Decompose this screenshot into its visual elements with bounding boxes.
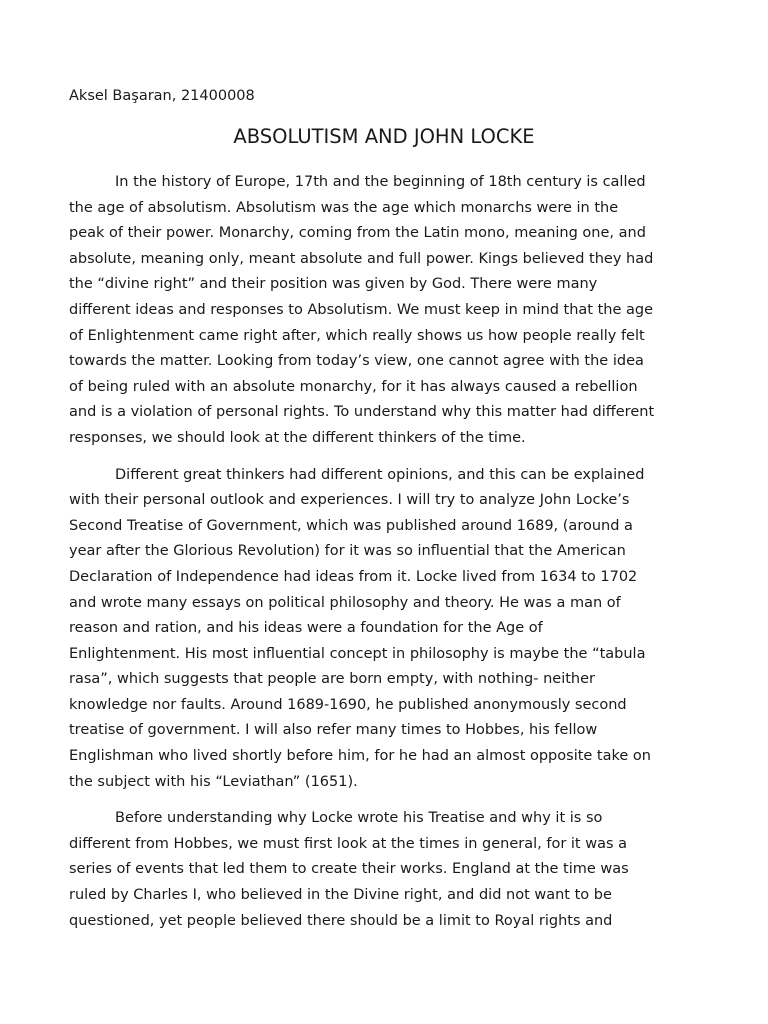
document-title: ABSOLUTISM AND JOHN LOCKE (233, 125, 535, 148)
text-line: Englishman who lived shortly before him, for he had an almost opposite take on (69, 748, 651, 765)
text-line: of Enlightenment came right after, which really shows us how people really felt (69, 327, 645, 344)
text-line: the subject with his “Leviathan” (1651). (69, 773, 358, 790)
text-line: the age of absolutism. Absolutism was the age which monarchs were in the (69, 199, 619, 216)
text-line: rasa”, which suggests that people are born empty, with nothing- neither (69, 671, 596, 688)
text-line: ruled by Charles I, who believed in the Divine right, and did not want to be (69, 887, 612, 904)
text-line: different ideas and responses to Absolutism. We must keep in mind that the age (69, 301, 654, 318)
text-line: Before understanding why Locke wrote his Treatise and why it is so (115, 810, 603, 827)
text-line: series of events that led them to create their works. England at the time was (69, 861, 629, 878)
author-line: Aksel Başaran, 21400008 (69, 88, 255, 104)
text-line: year after the Glorious Revolution) for it was so influential that the American (69, 543, 626, 560)
text-line: questioned, yet people believed there should be a limit to Royal rights and (69, 912, 613, 929)
text-line: Different great thinkers had different opinions, and this can be explained (115, 466, 645, 483)
text-line: Declaration of Independence had ideas from it. Locke lived from 1634 to 1702 (69, 568, 638, 585)
text-line: different from Hobbes, we must first look at the times in general, for it was a (69, 835, 628, 852)
text-line: responses, we should look at the different thinkers of the time. (69, 429, 526, 446)
document-body (69, 170, 699, 945)
text-line: and is a violation of personal rights. To understand why this matter had different (69, 404, 655, 421)
text-line: with their personal outlook and experiences. I will try to analyze John Locke’s (69, 492, 630, 509)
text-line: In the history of Europe, 17th and the beginning of 18th century is called (115, 174, 646, 190)
text-line: of being ruled with an absolute monarchy, for it has always caused a rebellion (69, 378, 638, 395)
text-line: towards the matter. Looking from today’s view, one cannot agree with the idea (69, 353, 644, 370)
paragraph-2 (69, 463, 699, 796)
paragraph-3 (69, 806, 699, 934)
paragraph-1 (69, 170, 699, 452)
text-line: the “divine right” and their position was given by God. There were many (69, 276, 598, 293)
text-line: and wrote many essays on political philosophy and theory. He was a man of (69, 594, 621, 611)
text-line: treatise of government. I will also refer many times to Hobbes, his fellow (69, 722, 598, 739)
text-line: knowledge nor faults. Around 1689-1690, he published anonymously second (69, 696, 627, 713)
text-line: absolute, meaning only, meant absolute and full power. Kings believed they had (69, 250, 654, 267)
text-line: reason and ration, and his ideas were a foundation for the Age of (69, 620, 543, 637)
text-line: Enlightenment. His most influential concept in philosophy is maybe the “tabula (69, 645, 646, 662)
text-line: Second Treatise of Government, which was published around 1689, (around a (69, 517, 633, 534)
text-line: peak of their power. Monarchy, coming from the Latin mono, meaning one, and (69, 225, 646, 242)
